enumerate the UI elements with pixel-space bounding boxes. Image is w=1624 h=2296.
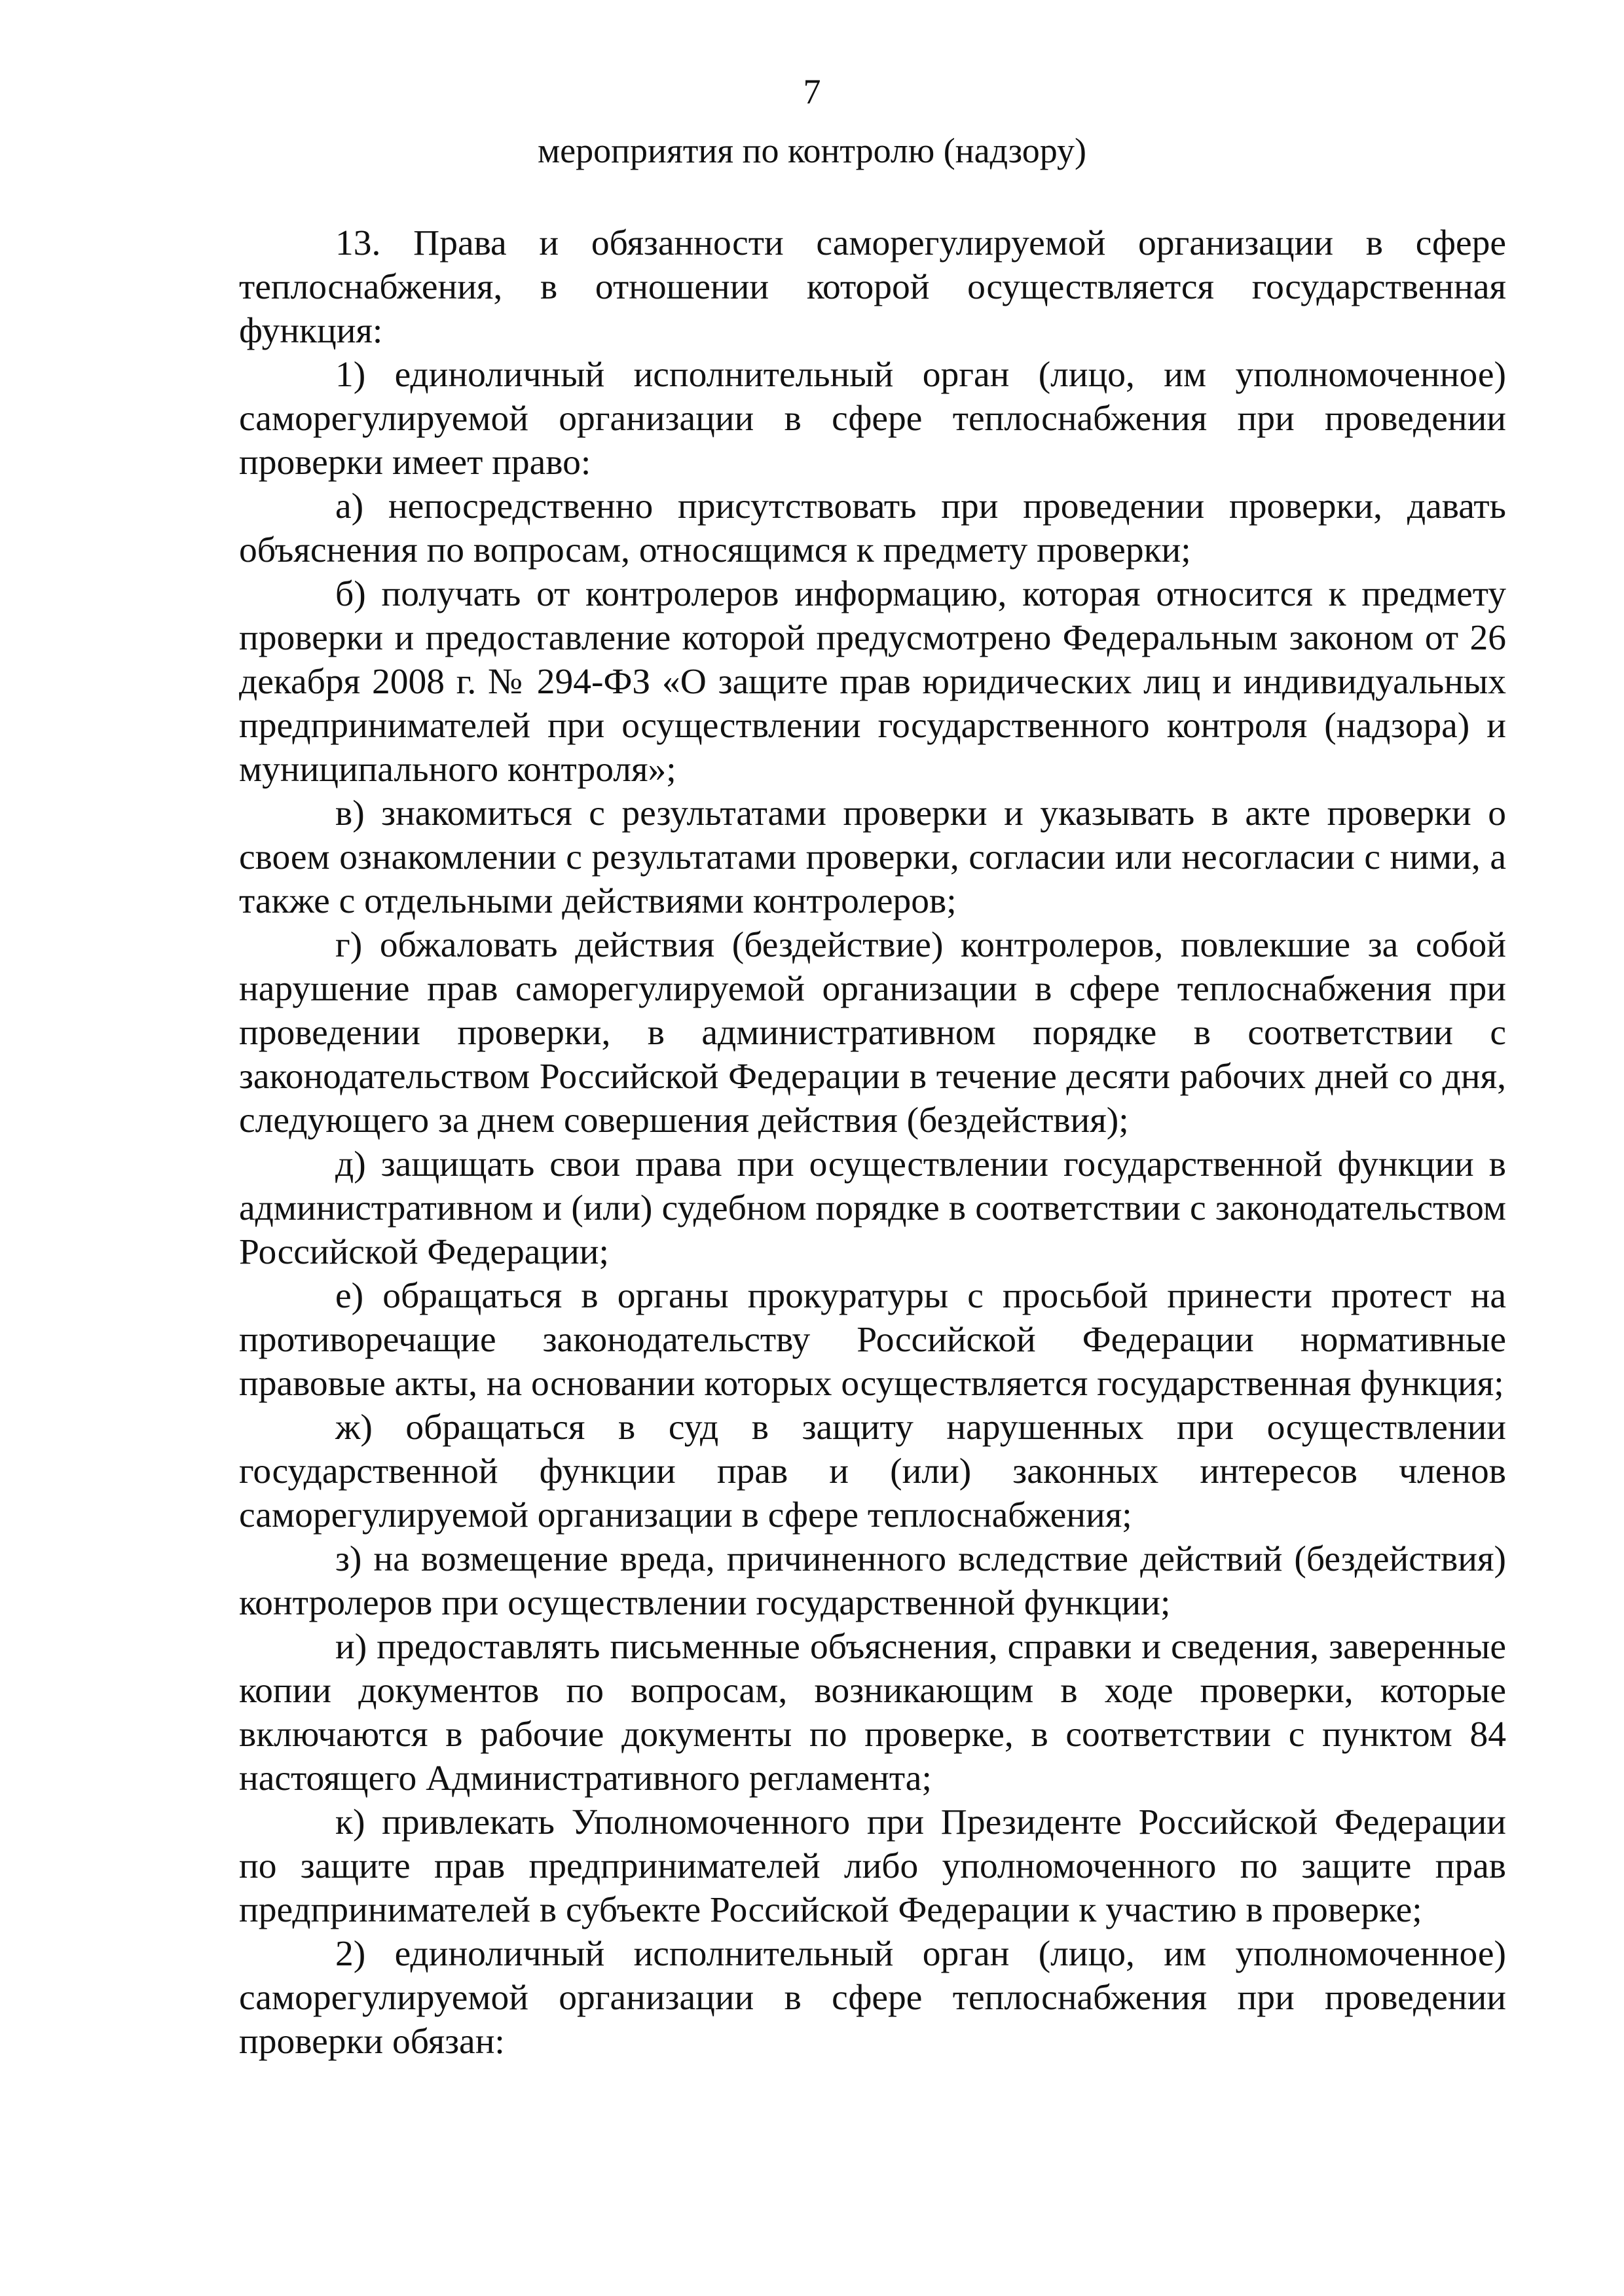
page-number: 7	[803, 72, 821, 111]
paragraph-2-obligations: 2) единоличный исполнительный орган (лицо, им уполномоченное) саморегулируемой организации в сфере теплоснабжения при проведении проверки обязан:	[239, 1934, 1506, 2062]
paragraph-g: г) обжаловать действия (бездействие) контролеров, повлекшие за собой нарушение прав саморегулируемой организации в сфере теплоснабжения при проведении проверки, в административном порядке в соответствии с законодательством Российской Федерации в течение десяти рабочих дней со дня, следующего за днем совершения действия (бездействия);	[239, 925, 1506, 1140]
paragraph-v: в) знакомиться с результатами проверки и указывать в акте проверки о своем ознакомлении с результатами проверки, согласии или несогласии с ними, а также с отдельными действиями контролеров;	[239, 793, 1506, 921]
paragraph-13-intro: 13. Права и обязанности саморегулируемой организации в сфере теплоснабжения, в отношении которой осуществляется государственная функция:	[239, 223, 1506, 351]
paragraph-a: а) непосредственно присутствовать при проведении проверки, давать объяснения по вопросам, относящимся к предмету проверки;	[239, 486, 1506, 570]
paragraph-e: е) обращаться в органы прокуратуры с просьбой принести протест на противоречащие законодательству Российской Федерации нормативные правовые акты, на основании которых осуществляется государственная функция;	[239, 1276, 1506, 1404]
paragraph-d: д) защищать свои права при осуществлении государственной функции в административном и (или) судебном порядке в соответствии с законодательством Российской Федерации;	[239, 1144, 1506, 1272]
paragraph-z: з) на возмещение вреда, причиненного вследствие действий (бездействия) контролеров при осуществлении государственной функции;	[239, 1539, 1506, 1623]
paragraph-1-rights: 1) единоличный исполнительный орган (лицо, им уполномоченное) саморегулируемой организации в сфере теплоснабжения при проведении проверки имеет право:	[239, 355, 1506, 483]
paragraph-k: к) привлекать Уполномоченного при Президенте Российской Федерации по защите прав предпринимателей либо уполномоченного по защите прав предпринимателей в субъекте Российской Федерации к участию в проверке;	[239, 1802, 1506, 1930]
section-continuation-line: мероприятия по контролю (надзору)	[537, 131, 1086, 170]
paragraph-b: б) получать от контролеров информацию, которая относится к предмету проверки и предоставление которой предусмотрено Федеральным законом от 26 декабря 2008 г. № 294-ФЗ «О защите прав юридических лиц и индивидуальных предпринимателей при осуществлении государственного контроля (надзора) и муниципального контроля»;	[239, 574, 1506, 790]
paragraph-zh: ж) обращаться в суд в защиту нарушенных при осуществлении государственной функции прав и (или) законных интересов членов саморегулируемой организации в сфере теплоснабжения;	[239, 1408, 1506, 1535]
document-body	[239, 221, 1506, 2064]
paragraph-i: и) предоставлять письменные объяснения, справки и сведения, заверенные копии документов по вопросам, возникающим в ходе проверки, которые включаются в рабочие документы по проверке, в соответствии с пунктом 84 настоящего Административного регламента;	[239, 1627, 1506, 1798]
